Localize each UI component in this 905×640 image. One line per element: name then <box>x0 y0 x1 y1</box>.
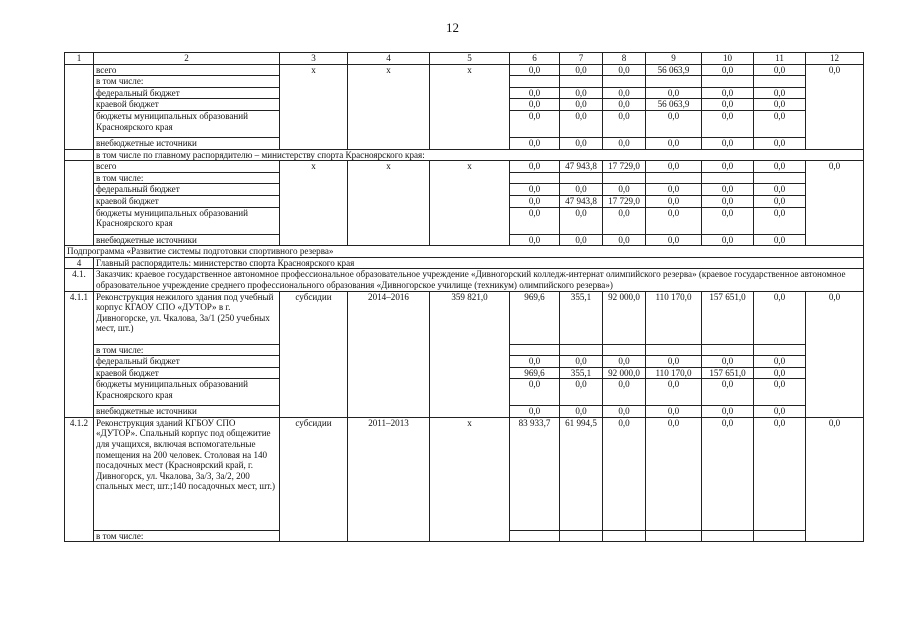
page-number: 12 <box>446 20 459 35</box>
value-cell: 0,0 <box>754 87 806 99</box>
row-label: бюджеты муниципальных образований Красноярского края <box>94 110 280 137</box>
value-cell: 0,0 <box>603 234 646 246</box>
cell-f3: субсидии <box>280 417 348 542</box>
value-cell: 0,0 <box>702 161 754 173</box>
value-cell: 0,0 <box>646 234 702 246</box>
column-header: 12 <box>806 53 864 65</box>
value-cell <box>560 76 603 88</box>
row-label: федеральный бюджет <box>94 356 280 368</box>
cell-f12: 0,0 <box>806 417 864 542</box>
distributor-text: Главный распорядитель: министерство спорта Красноярского края <box>94 257 864 269</box>
item-name: Реконструкция зданий КГБОУ СПО «ДУТОР». Спальный корпус под общежитие для учащихся, включая вспомогательные помещения на 200 человек. Столовая на 140 посадочных мест (Красноярский край, г. Дивногорск, ул. Чкалова, 3а/3, 3а/2, 200 спальных мест, шт.;140 посадочных мест, шт.) <box>94 417 280 530</box>
cell-f3: х <box>280 161 348 246</box>
budget-table <box>64 52 864 542</box>
value-cell: 0,0 <box>510 87 560 99</box>
value-cell: 0,0 <box>510 234 560 246</box>
value-cell: 0,0 <box>510 379 560 406</box>
customer-text: Заказчик: краевое государственное автономное профессиональное образовательное учреждение «Дивногорский колледж-интернат олимпийского резерва» (краевое государственное автономное образовательное учреждение среднего профессионального образования «Дивногорское училище (техникум) олимпийского резерва») <box>94 269 864 291</box>
column-header: 5 <box>430 53 510 65</box>
section-heading-row <box>65 149 864 161</box>
value-cell: 0,0 <box>510 195 560 207</box>
customer-row <box>65 269 864 291</box>
value-cell: 157 651,0 <box>702 291 754 344</box>
value-cell: 0,0 <box>560 406 603 418</box>
value-cell <box>754 344 806 356</box>
value-cell: 0,0 <box>603 110 646 137</box>
row-label: внебюджетные источники <box>94 406 280 418</box>
value-cell: 0,0 <box>702 64 754 76</box>
value-cell: 0,0 <box>754 356 806 368</box>
value-cell <box>646 344 702 356</box>
value-cell: 0,0 <box>702 406 754 418</box>
value-cell: 0,0 <box>560 110 603 137</box>
row-label: в том числе: <box>94 344 280 356</box>
value-cell <box>646 530 702 542</box>
value-cell: 0,0 <box>754 110 806 137</box>
value-cell: 0,0 <box>646 207 702 234</box>
value-cell <box>754 530 806 542</box>
column-header: 2 <box>94 53 280 65</box>
row-label: внебюджетные источники <box>94 234 280 246</box>
value-cell: 0,0 <box>646 110 702 137</box>
cell-f5: х <box>430 64 510 149</box>
value-cell: 0,0 <box>646 137 702 149</box>
row-number <box>65 161 94 246</box>
value-cell <box>603 530 646 542</box>
value-cell <box>560 530 603 542</box>
cell-f4: х <box>348 161 430 246</box>
value-cell <box>560 172 603 184</box>
value-cell: 0,0 <box>560 99 603 111</box>
value-cell: 355,1 <box>560 291 603 344</box>
column-header: 6 <box>510 53 560 65</box>
row-label: в том числе: <box>94 530 280 542</box>
value-cell <box>702 172 754 184</box>
value-cell: 0,0 <box>560 356 603 368</box>
item-number: 4.1.2 <box>65 417 94 542</box>
column-header: 3 <box>280 53 348 65</box>
value-cell: 0,0 <box>510 406 560 418</box>
value-cell: 0,0 <box>603 87 646 99</box>
value-cell: 0,0 <box>754 379 806 406</box>
value-cell: 0,0 <box>560 64 603 76</box>
value-cell <box>510 530 560 542</box>
value-cell: 0,0 <box>603 64 646 76</box>
cell-f3: субсидии <box>280 291 348 417</box>
value-cell: 0,0 <box>702 379 754 406</box>
row-label: всего <box>94 64 280 76</box>
value-cell: 0,0 <box>510 356 560 368</box>
value-cell: 61 994,5 <box>560 417 603 530</box>
value-cell <box>702 76 754 88</box>
item-row <box>65 291 864 344</box>
column-header: 4 <box>348 53 430 65</box>
value-cell: 0,0 <box>560 137 603 149</box>
row-number <box>65 149 94 161</box>
value-cell: 0,0 <box>702 137 754 149</box>
value-cell: 0,0 <box>603 406 646 418</box>
row-label: федеральный бюджет <box>94 87 280 99</box>
column-header: 11 <box>754 53 806 65</box>
value-cell <box>754 76 806 88</box>
cell-f12: 0,0 <box>806 64 864 149</box>
value-cell: 0,0 <box>510 184 560 196</box>
value-cell <box>510 344 560 356</box>
row-label: краевой бюджет <box>94 367 280 379</box>
value-cell: 0,0 <box>603 417 646 530</box>
item-row <box>65 417 864 530</box>
value-cell: 0,0 <box>702 356 754 368</box>
value-cell: 969,6 <box>510 367 560 379</box>
value-cell: 0,0 <box>560 87 603 99</box>
value-cell: 0,0 <box>702 99 754 111</box>
row-label: в том числе: <box>94 172 280 184</box>
value-cell: 0,0 <box>510 99 560 111</box>
column-header: 8 <box>603 53 646 65</box>
row-number <box>65 64 94 149</box>
item-name: Реконструкция нежилого здания под учебный корпус КГАОУ СПО «ДУТОР» в г. Дивногорске, ул. Чкалова, 3а/1 (250 учебных мест, шт.) <box>94 291 280 344</box>
value-cell: 0,0 <box>754 367 806 379</box>
value-cell <box>646 76 702 88</box>
value-cell <box>510 172 560 184</box>
value-cell: 0,0 <box>603 379 646 406</box>
value-cell: 0,0 <box>560 207 603 234</box>
value-cell: 0,0 <box>702 234 754 246</box>
value-cell <box>702 344 754 356</box>
value-cell: 110 170,0 <box>646 291 702 344</box>
header-row <box>65 53 864 65</box>
value-cell: 0,0 <box>702 87 754 99</box>
cell-f4: х <box>348 64 430 149</box>
cell-f12: 0,0 <box>806 291 864 417</box>
subprogram-row <box>65 246 864 258</box>
value-cell: 0,0 <box>646 417 702 530</box>
value-cell: 0,0 <box>754 99 806 111</box>
value-cell: 0,0 <box>646 406 702 418</box>
item-number: 4.1.1 <box>65 291 94 417</box>
value-cell: 0,0 <box>702 195 754 207</box>
row-label: бюджеты муниципальных образований Красноярского края <box>94 207 280 234</box>
value-cell: 157 651,0 <box>702 367 754 379</box>
value-cell: 110 170,0 <box>646 367 702 379</box>
value-cell: 83 933,7 <box>510 417 560 530</box>
section-heading: в том числе по главному распорядителю – министерству спорта Красноярского края: <box>94 149 864 161</box>
row-number: 4 <box>65 257 94 269</box>
value-cell: 0,0 <box>603 207 646 234</box>
value-cell <box>603 344 646 356</box>
row-label: краевой бюджет <box>94 195 280 207</box>
value-cell: 0,0 <box>646 87 702 99</box>
value-cell <box>603 172 646 184</box>
value-cell: 0,0 <box>754 137 806 149</box>
row-number: 4.1. <box>65 269 94 291</box>
value-cell <box>754 172 806 184</box>
value-cell: 0,0 <box>560 379 603 406</box>
value-cell: 0,0 <box>603 184 646 196</box>
cell-f4: 2014–2016 <box>348 291 430 417</box>
cell-f5: х <box>430 417 510 542</box>
value-cell: 0,0 <box>702 207 754 234</box>
value-cell: 56 063,9 <box>646 99 702 111</box>
value-cell: 0,0 <box>603 356 646 368</box>
value-cell: 0,0 <box>510 110 560 137</box>
subprogram-title: Подпрограмма «Развитие системы подготовки спортивного резерва» <box>65 246 864 258</box>
row-label: в том числе: <box>94 76 280 88</box>
row-label: всего <box>94 161 280 173</box>
value-cell: 0,0 <box>560 184 603 196</box>
column-header: 1 <box>65 53 94 65</box>
value-cell: 92 000,0 <box>603 367 646 379</box>
value-cell <box>510 76 560 88</box>
row-label: федеральный бюджет <box>94 184 280 196</box>
value-cell: 0,0 <box>754 406 806 418</box>
value-cell: 17 729,0 <box>603 195 646 207</box>
cell-f5: х <box>430 161 510 246</box>
value-cell: 0,0 <box>510 137 560 149</box>
value-cell <box>646 172 702 184</box>
row-label: краевой бюджет <box>94 99 280 111</box>
table-row <box>65 161 864 173</box>
value-cell: 47 943,8 <box>560 195 603 207</box>
cell-f3: х <box>280 64 348 149</box>
column-header: 7 <box>560 53 603 65</box>
value-cell: 0,0 <box>646 379 702 406</box>
table-row <box>65 64 864 76</box>
value-cell <box>560 344 603 356</box>
value-cell: 0,0 <box>754 184 806 196</box>
value-cell: 0,0 <box>603 137 646 149</box>
value-cell: 92 000,0 <box>603 291 646 344</box>
value-cell: 0,0 <box>603 99 646 111</box>
value-cell: 0,0 <box>646 161 702 173</box>
value-cell: 0,0 <box>754 195 806 207</box>
cell-f12: 0,0 <box>806 161 864 246</box>
distributor-row <box>65 257 864 269</box>
value-cell: 0,0 <box>510 64 560 76</box>
value-cell: 0,0 <box>754 207 806 234</box>
value-cell: 0,0 <box>646 195 702 207</box>
value-cell: 47 943,8 <box>560 161 603 173</box>
value-cell: 0,0 <box>754 417 806 530</box>
value-cell: 0,0 <box>560 234 603 246</box>
value-cell: 0,0 <box>702 184 754 196</box>
value-cell: 0,0 <box>702 110 754 137</box>
value-cell <box>702 530 754 542</box>
value-cell: 0,0 <box>702 417 754 530</box>
value-cell <box>603 76 646 88</box>
value-cell: 0,0 <box>510 161 560 173</box>
value-cell: 0,0 <box>646 356 702 368</box>
value-cell: 0,0 <box>646 184 702 196</box>
row-label: внебюджетные источники <box>94 137 280 149</box>
cell-f4: 2011–2013 <box>348 417 430 542</box>
value-cell: 969,6 <box>510 291 560 344</box>
value-cell: 0,0 <box>754 64 806 76</box>
value-cell: 355,1 <box>560 367 603 379</box>
column-header: 9 <box>646 53 702 65</box>
value-cell: 0,0 <box>510 207 560 234</box>
value-cell: 0,0 <box>754 234 806 246</box>
value-cell: 0,0 <box>754 291 806 344</box>
cell-f5: 359 821,0 <box>430 291 510 417</box>
row-label: бюджеты муниципальных образований Красноярского края <box>94 379 280 406</box>
value-cell: 0,0 <box>754 161 806 173</box>
value-cell: 56 063,9 <box>646 64 702 76</box>
column-header: 10 <box>702 53 754 65</box>
value-cell: 17 729,0 <box>603 161 646 173</box>
